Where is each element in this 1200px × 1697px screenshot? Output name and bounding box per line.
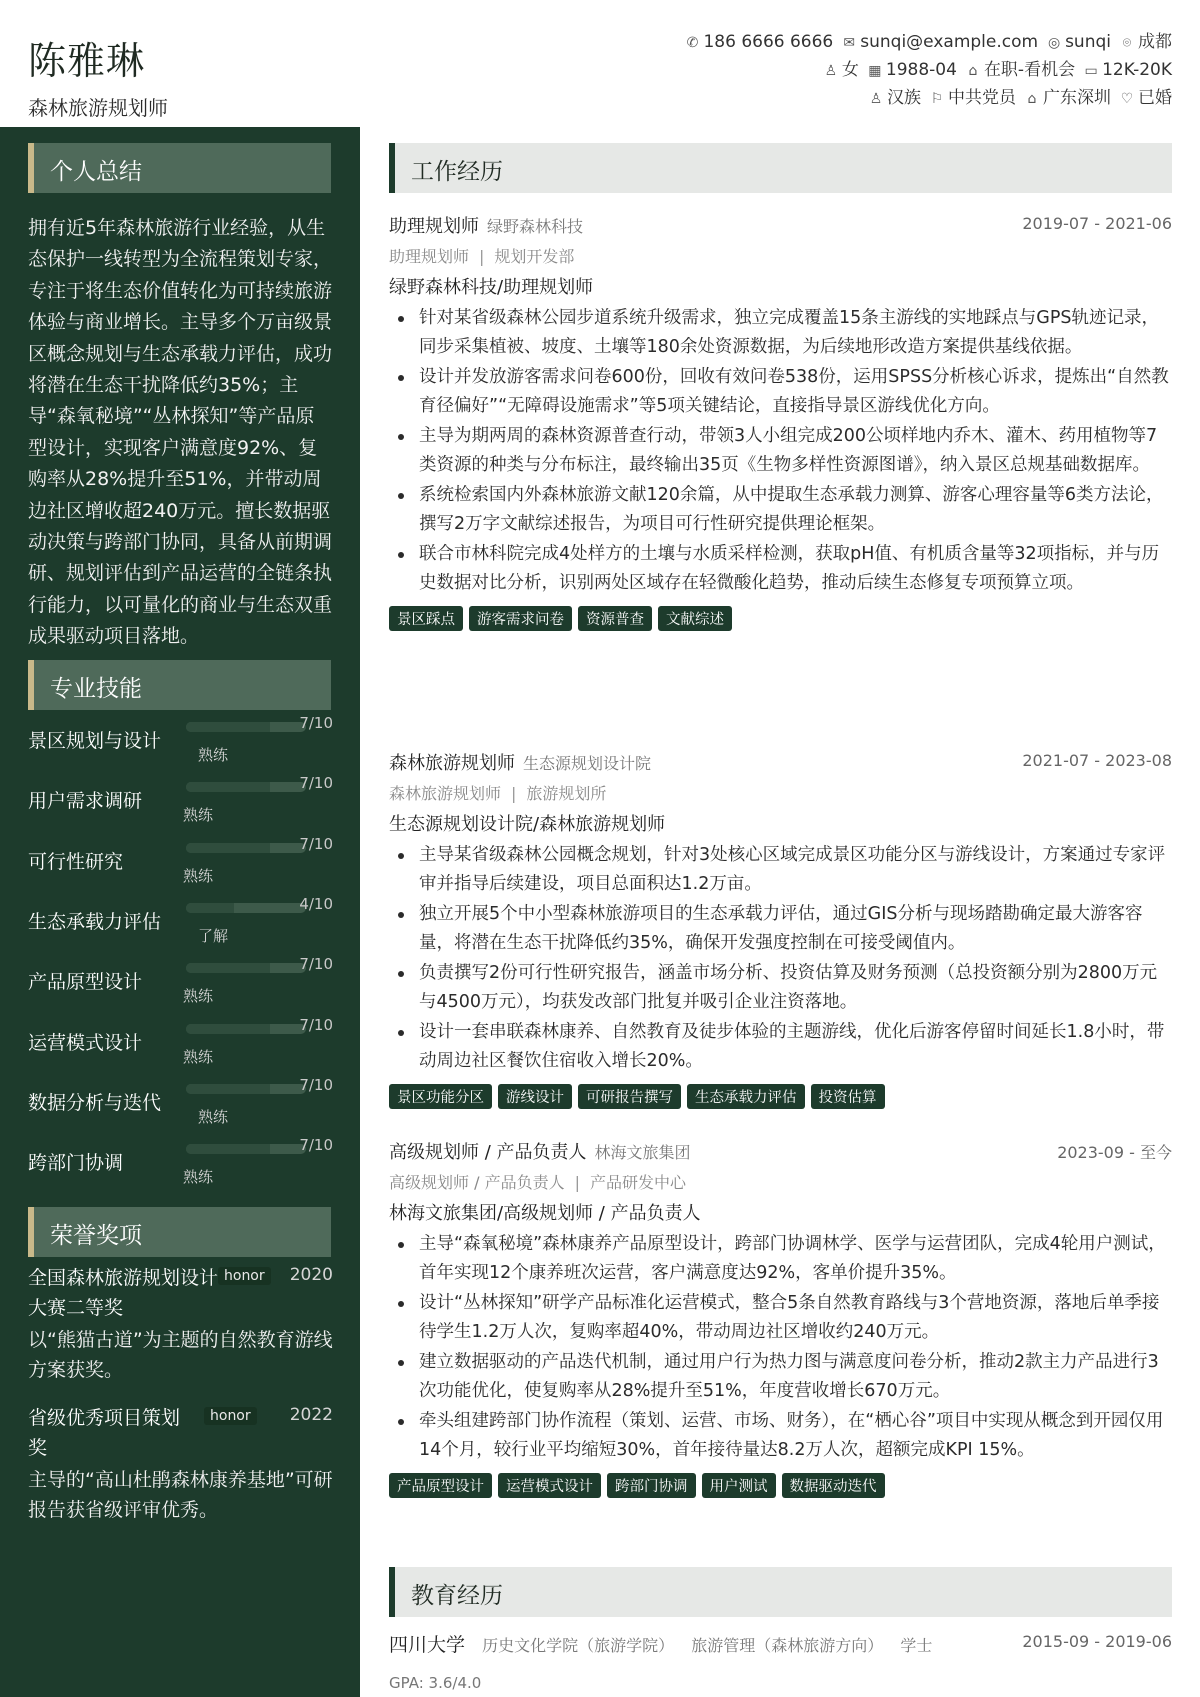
job-date: 2019-07 - 2021-06	[1022, 214, 1172, 233]
contact-row	[676, 56, 1172, 84]
skill-name: 运营模式设计	[28, 1031, 143, 1054]
separator: |	[479, 247, 485, 266]
bullet-item: 主导某省级森林公园概念规划，针对3处核心区域完成景区功能分区与游线设计，方案通过专家评审并指导后续建设，项目总面积达1.2万亩。	[389, 841, 1172, 899]
sidebar	[0, 127, 360, 1697]
edu-school: 四川大学	[389, 1634, 466, 1656]
contact-item	[929, 84, 1016, 113]
skill-level: 熟练	[183, 806, 214, 825]
skill-item	[28, 714, 333, 774]
honor-item	[28, 1263, 333, 1385]
edu-major: 旅游管理（森林旅游方向）	[691, 1636, 884, 1655]
contact-text: sunqi	[1065, 32, 1111, 52]
money-icon: ▭	[1084, 63, 1098, 79]
skill-score: 7/10	[299, 774, 333, 793]
contact-item	[1083, 56, 1172, 85]
job-header	[389, 749, 1172, 779]
education-entry	[389, 1630, 1172, 1692]
skill-score: 4/10	[299, 894, 333, 913]
contact-text: 186 6666 6666	[703, 32, 834, 52]
skill-item	[28, 774, 333, 834]
contact-item	[1024, 84, 1111, 113]
contact-item	[1119, 28, 1172, 57]
tag-chip: 投资估算	[811, 1084, 885, 1109]
honor-title: 省级优秀项目策划奖	[28, 1407, 181, 1459]
mail-icon: ✉	[843, 35, 856, 51]
skill-name: 用户需求调研	[28, 790, 143, 813]
honors-heading: 荣誉奖项	[28, 1207, 331, 1257]
bullet-item: 建立数据驱动的产品迭代机制，通过用户行为热力图与满意度问卷分析，推动2款主力产品进行3次功能优化，使复购率从28%提升至51%，年度营收增长670万元。	[389, 1348, 1172, 1406]
skill-level: 了解	[198, 926, 229, 945]
skill-name: 数据分析与迭代	[28, 1091, 162, 1114]
skill-bar	[186, 843, 306, 853]
phone-icon: ✆	[686, 35, 699, 51]
summary-heading: 个人总结	[28, 143, 331, 193]
contact-item	[867, 56, 957, 85]
contact-text: 女	[841, 60, 859, 80]
skill-name: 生态承载力评估	[28, 910, 162, 933]
edu-college: 历史文化学院（旅游学院）	[482, 1636, 675, 1655]
skill-bar	[186, 1024, 306, 1034]
skill-bar-fill	[186, 903, 234, 913]
contact-text: 已婚	[1138, 88, 1172, 108]
contact-item	[841, 28, 1038, 57]
bullet-item: 针对某省级森林公园步道系统升级需求，独立完成覆盖15条主游线的实地踩点与GPS轨迹记录，同步采集植被、坡度、土壤等180余处资源数据，为后续地形改造方案提供基线依据。	[389, 304, 1172, 362]
separator: |	[511, 784, 517, 803]
location-icon: ⌾	[1122, 35, 1132, 51]
skill-level: 熟练	[183, 1047, 214, 1066]
contact-item	[965, 56, 1075, 85]
honor-item	[28, 1403, 333, 1525]
tag-chip: 游线设计	[498, 1084, 572, 1109]
candidate-title: 森林旅游规划师	[28, 96, 168, 120]
edu-degree: 学士	[900, 1636, 933, 1655]
bullet-item: 系统检索国内外森林旅游文献120余篇，从中提取生态承载力测算、游客心理容量等6类方法论，撰写2万字文献综述报告，为项目可行性研究提供理论框架。	[389, 481, 1172, 539]
heart-icon: ♡	[1120, 91, 1134, 107]
job-header	[389, 1138, 1172, 1168]
education-heading: 教育经历	[389, 1567, 1172, 1617]
skill-item	[28, 1016, 333, 1076]
job-entry	[389, 749, 1172, 1112]
honor-description: 主导的“高山杜鹃森林康养基地”可研报告获省级评审优秀。	[28, 1469, 333, 1521]
skill-level: 熟练	[198, 746, 229, 764]
tag-chip: 景区功能分区	[389, 1084, 492, 1109]
honor-year: 2022	[289, 1405, 333, 1425]
contact-info	[676, 28, 1172, 112]
job-entry	[389, 1138, 1172, 1501]
tag-chip: 运营模式设计	[498, 1473, 601, 1498]
job-date: 2023-09 - 至今	[1057, 1143, 1172, 1162]
bullet-item: 独立开展5个中小型森林旅游项目的生态承载力评估，通过GIS分析与现场踏勘确定最大游客容量，将潜在生态干扰降低约35%，确保开发强度控制在可接受阈值内。	[389, 900, 1172, 958]
skill-name: 跨部门协调	[28, 1152, 124, 1175]
job-role: 森林旅游规划师	[389, 753, 515, 774]
building-icon: ⌂	[968, 63, 978, 79]
bullet-item: 设计一套串联森林康养、自然教育及徒步体验的主题游线，优化后游客停留时间延长1.8小时，带动周边社区餐饮住宿收入增长20%。	[389, 1018, 1172, 1076]
contact-text: 12K-20K	[1102, 60, 1172, 80]
job-company: 绿野森林科技	[487, 217, 584, 236]
contact-text: 汉族	[887, 88, 921, 108]
tag-chip: 产品原型设计	[389, 1473, 492, 1498]
job-department: 规划开发部	[494, 247, 575, 266]
tag-chip: 游客需求问卷	[469, 606, 572, 631]
skill-score: 7/10	[299, 1075, 333, 1094]
skill-bar-fill	[186, 782, 270, 792]
skill-bar	[186, 782, 306, 792]
contact-text: 中共党员	[948, 88, 1016, 108]
skill-score: 7/10	[299, 1136, 333, 1155]
calendar-icon: ▦	[868, 63, 882, 79]
tag-chip: 生态承载力评估	[687, 1084, 805, 1109]
skill-score: 7/10	[299, 955, 333, 974]
skill-bar	[186, 1144, 306, 1154]
job-org-line: 生态源规划设计院/森林旅游规划师	[389, 814, 666, 835]
job-company: 林海文旅集团	[594, 1143, 691, 1162]
job-org-line: 绿野森林科技/助理规划师	[389, 277, 594, 298]
contact-text: 1988-04	[885, 60, 957, 80]
tag-chip: 文献综述	[658, 606, 732, 631]
contact-item	[684, 28, 833, 57]
bullet-item: 设计“丛林探知”研学产品标准化运营模式，整合5条自然教育路线与3个营地资源，落地后单季接待学生1.2万人次，复购率超40%，带动周边社区增收约240万元。	[389, 1289, 1172, 1347]
tag-chip: 资源普查	[578, 606, 652, 631]
wechat-icon: ◎	[1047, 35, 1061, 51]
work-heading: 工作经历	[389, 143, 1172, 193]
job-department: 旅游规划所	[526, 784, 607, 803]
contact-item	[823, 56, 859, 85]
skill-score: 7/10	[299, 834, 333, 853]
bullet-item: 主导为期两周的森林资源普查行动，带领3人小组完成200公顷样地内乔木、灌木、药用植物等7类资源的种类与分布标注，最终输出35页《生物多样性资源图谱》，纳入景区总规基础数据库。	[389, 422, 1172, 480]
skill-item	[28, 835, 333, 895]
skill-item	[28, 1076, 333, 1136]
job-company: 生态源规划设计院	[523, 754, 652, 773]
tag-chip: 数据驱动迭代	[782, 1473, 885, 1498]
flag-icon: ⚐	[930, 91, 944, 107]
candidate-name: 陈雅琳	[28, 39, 146, 83]
skill-bar-fill	[186, 1024, 270, 1034]
skill-bar	[186, 963, 306, 973]
skill-item	[28, 1136, 333, 1196]
skill-item	[28, 955, 333, 1015]
skill-bar-fill	[186, 843, 270, 853]
contact-row	[676, 84, 1172, 112]
job-org-line: 林海文旅集团/高级规划师 / 产品负责人	[389, 1203, 701, 1224]
edu-gpa: GPA: 3.6/4.0	[389, 1674, 482, 1692]
skill-bar	[186, 1084, 306, 1094]
contact-row	[676, 28, 1172, 56]
skill-name: 可行性研究	[28, 850, 124, 873]
person-icon: ♙	[824, 63, 838, 79]
contact-item	[868, 84, 921, 113]
tag-chip: 跨部门协调	[607, 1473, 696, 1498]
people-icon: ♙	[869, 91, 883, 107]
skill-bar-fill	[186, 1084, 270, 1094]
skill-bar-fill	[186, 722, 270, 732]
skill-name: 产品原型设计	[28, 971, 143, 994]
honor-badge: honor	[218, 1267, 271, 1285]
bullet-item: 联合市林科院完成4处样方的土壤与水质采样检测，获取pH值、有机质含量等32项指标，并与历史数据对比分析，识别两处区域存在轻微酸化趋势，推动后续生态修复专项预算立项。	[389, 540, 1172, 598]
job-subline	[389, 1168, 1172, 1198]
skill-level: 熟练	[198, 1107, 229, 1126]
job-tags	[389, 606, 1172, 634]
job-header	[389, 212, 1172, 242]
contact-item	[1119, 84, 1172, 113]
skill-level: 熟练	[183, 987, 214, 1006]
contact-text: 成都	[1138, 32, 1172, 52]
job-subline	[389, 242, 1172, 272]
job-subline	[389, 779, 1172, 809]
bullet-item: 设计并发放游客需求问卷600份，回收有效问卷538份，运用SPSS分析核心诉求，提炼出“自然教育径偏好”“无障碍设施需求”等5项关键结论，直接指导景区游线优化方向。	[389, 363, 1172, 421]
contact-item	[1046, 28, 1111, 57]
summary-text: 拥有近5年森林旅游行业经验，从生态保护一线转型为全流程策划专家，专注于将生态价值转化为可持续旅游体验与商业增长。主导多个万亩级景区概念规划与生态承载力评估，成功将潜在生态干扰降低约35%；主导“森氧秘境”“丛林探知”等产品原型设计，实现客户满意度92%、复购率从28%提升至51%，并带动周边社区增收超240万元。擅长数据驱动决策与跨部门协同，具备从前期调研、规划评估到产品运营的全链条执行能力，以可量化的商业与生态双重成果驱动项目落地。	[28, 217, 333, 648]
job-position: 森林旅游规划师	[389, 784, 502, 803]
skill-score: 7/10	[299, 714, 333, 732]
job-position: 助理规划师	[389, 247, 470, 266]
job-bullets	[389, 841, 1172, 1076]
job-date: 2021-07 - 2023-08	[1022, 751, 1172, 770]
job-tags	[389, 1473, 1172, 1501]
tag-chip: 用户测试	[702, 1473, 776, 1498]
separator: |	[574, 1173, 580, 1192]
honor-badge: honor	[204, 1407, 257, 1425]
job-bullets	[389, 1230, 1172, 1465]
skill-level: 熟练	[183, 866, 214, 885]
job-position: 高级规划师 / 产品负责人	[389, 1173, 565, 1192]
tag-chip: 可研报告撰写	[578, 1084, 681, 1109]
contact-text: sunqi@example.com	[860, 32, 1039, 52]
edu-date: 2015-09 - 2019-06	[1022, 1632, 1172, 1651]
contact-text: 在职-看机会	[983, 60, 1076, 80]
job-role: 高级规划师 / 产品负责人	[389, 1142, 587, 1163]
skill-level: 熟练	[183, 1168, 214, 1187]
honor-title: 全国森林旅游规划设计大赛二等奖	[28, 1267, 219, 1319]
skill-bar	[186, 903, 306, 913]
skill-bar	[186, 722, 306, 732]
job-entry	[389, 212, 1172, 634]
bullet-item: 主导“森氧秘境”森林康养产品原型设计，跨部门协调林学、医学与运营团队，完成4轮用户测试，首年实现12个康养班次运营，客户满意度达92%，客单价提升35%。	[389, 1230, 1172, 1288]
home-icon: ⌂	[1027, 91, 1037, 107]
job-department: 产品研发中心	[589, 1173, 686, 1192]
skills-heading: 专业技能	[28, 660, 331, 710]
resume-header	[0, 0, 1200, 127]
honor-year: 2020	[289, 1265, 333, 1285]
bullet-item: 负责撰写2份可行性研究报告，涵盖市场分析、投资估算及财务预测（总投资额分别为2800万元与4500万元），均获发改部门批复并吸引企业注资落地。	[389, 959, 1172, 1017]
skill-score: 7/10	[299, 1015, 333, 1034]
tag-chip: 景区踩点	[389, 606, 463, 631]
skill-bar-fill	[186, 1144, 270, 1154]
honor-description: 以“熊猫古道”为主题的自然教育游线方案获奖。	[28, 1329, 333, 1381]
job-tags	[389, 1084, 1172, 1112]
job-role: 助理规划师	[389, 216, 479, 237]
job-bullets	[389, 304, 1172, 598]
bullet-item: 牵头组建跨部门协作流程（策划、运营、市场、财务），在“栖心谷”项目中实现从概念到开园仅用14个月，较行业平均缩短30%，首年接待量达8.2万人次，超额完成KPI 15%。	[389, 1407, 1172, 1465]
contact-text: 广东深圳	[1043, 88, 1111, 108]
skill-bar-fill	[186, 963, 270, 973]
skill-item	[28, 895, 333, 955]
skill-name: 景区规划与设计	[28, 730, 162, 752]
